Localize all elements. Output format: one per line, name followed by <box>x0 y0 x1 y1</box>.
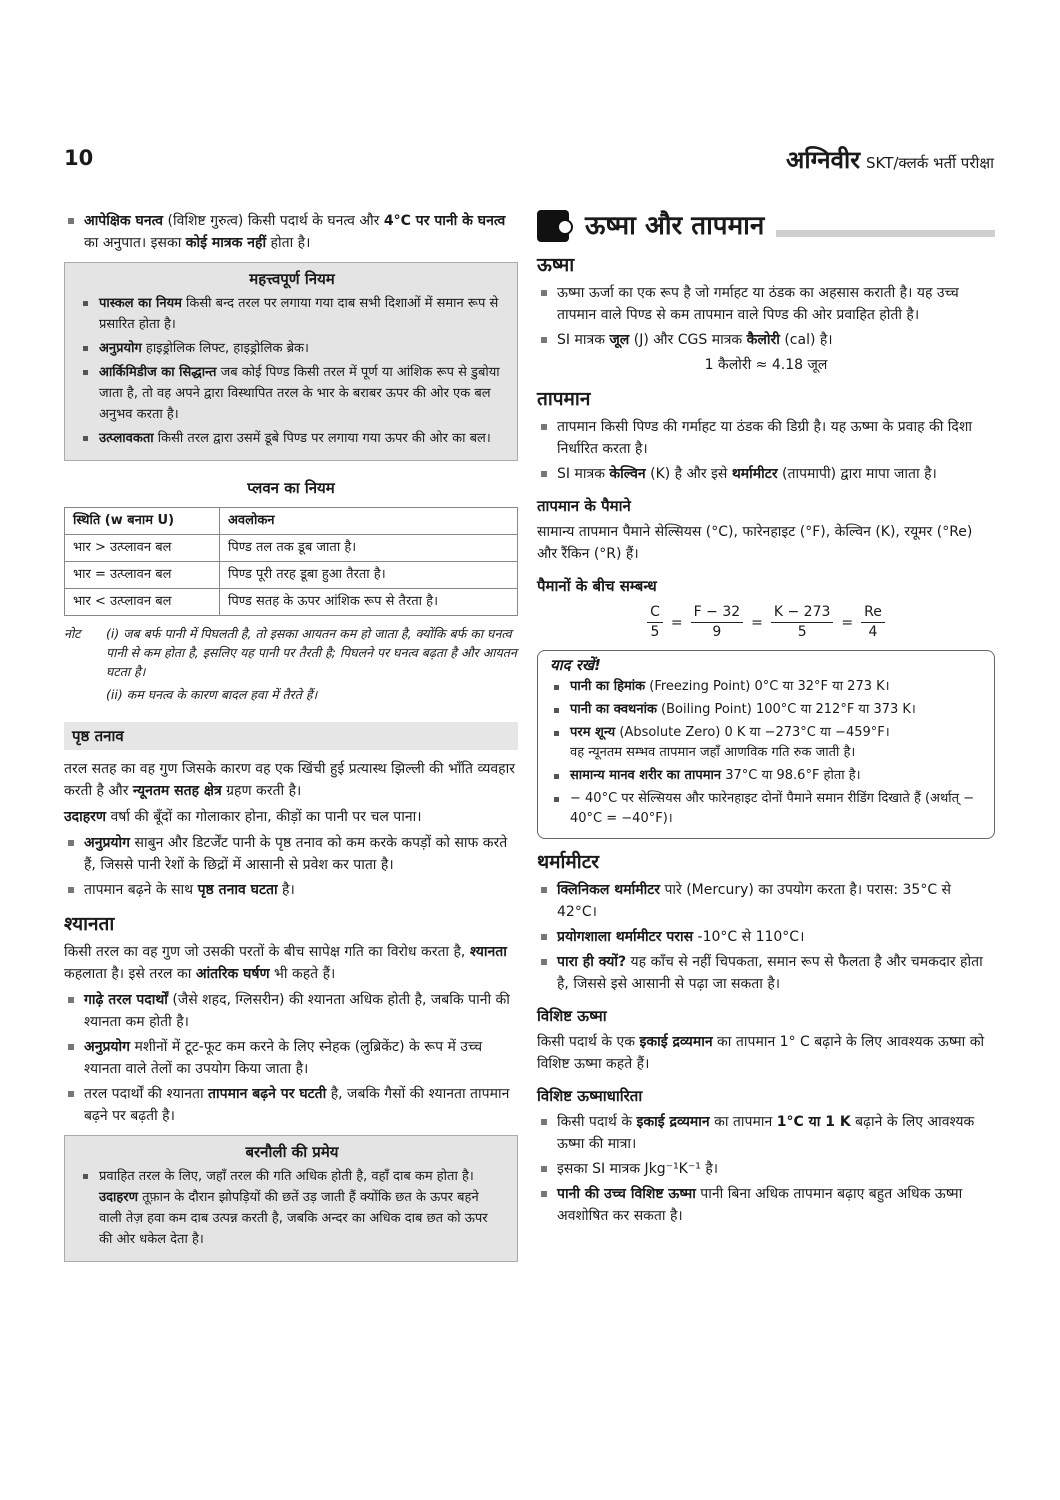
text: तरल सतह का वह गुण जिसके कारण वह एक खिंची हुई प्रत्यास्थ झिल्ली की भाँति व्यवहार करती है और <box>64 761 515 799</box>
rule-item <box>79 338 505 359</box>
equals-sign: = <box>670 614 683 631</box>
specific-heat-heading: विशिष्ट ऊष्मा <box>537 1007 607 1025</box>
denominator: 9 <box>712 624 722 640</box>
flotation-table <box>64 507 518 616</box>
numerator: F − 32 <box>691 603 744 623</box>
text: ग्रहण करती है। <box>221 783 302 799</box>
term: आर्किमिडीज का सिद्धान्त <box>99 365 217 380</box>
remember-box <box>537 650 995 839</box>
viscosity-heading: श्यानता <box>64 913 115 935</box>
density-list <box>64 210 518 254</box>
thermometer-list <box>537 879 995 995</box>
rule-item <box>79 428 505 449</box>
calorie-conversion: 1 कैलोरी ≈ 4.18 जूल <box>704 357 828 373</box>
text: किसी तरल का वह गुण जो उसकी परतों के बीच सापेक्ष गति का विरोध करता है, <box>64 944 470 960</box>
remember-title: याद रखें! <box>550 656 602 674</box>
text: किसी पदार्थ के एक <box>537 1034 640 1050</box>
list-item: इसका SI मात्रक Jkg⁻¹K⁻¹ है। <box>537 1158 995 1180</box>
column-header: अवलोकन <box>219 508 517 535</box>
term: तापमान बढ़ने पर घटती <box>208 1086 327 1102</box>
text: (Boiling Point) 100°C या 212°F या 373 K। <box>656 702 916 717</box>
term: अनुप्रयोग <box>99 341 142 356</box>
text: (Freezing Point) 0°C या 32°F या 273 K। <box>645 679 890 694</box>
heat-heading: ऊष्मा <box>537 254 575 276</box>
list-item <box>64 989 518 1033</box>
term: उत्प्लावकता <box>99 431 154 446</box>
right-column <box>537 210 995 1230</box>
paragraph <box>64 758 518 802</box>
text: वर्षा की बूँदों का गोलाकार होना, कीड़ों का पानी पर चल पाना। <box>106 809 422 825</box>
denominator: 4 <box>868 624 878 640</box>
denominator: 5 <box>650 624 660 640</box>
term: जूल <box>609 332 630 348</box>
running-header <box>786 143 994 176</box>
text: हाइड्रोलिक लिफ्ट, हाइड्रोलिक ब्रेक। <box>141 341 309 356</box>
text: होता है। <box>266 235 311 251</box>
text: -10°C से 110°C। <box>693 929 805 945</box>
paragraph <box>537 1031 995 1075</box>
paragraph: सामान्य तापमान पैमाने सेल्सियस (°C), फारेनहाइट (°F), केल्विन (K), रयूमर (°Re) और रैंकिन (°R) हैं। <box>537 524 973 562</box>
term: गाढ़े तरल पदार्थों <box>84 992 168 1008</box>
term: इकाई द्रव्यमान <box>639 1034 713 1050</box>
temperature-list <box>537 416 995 485</box>
text: का तापमान 1° C बढ़ाने के लिए आवश्यक ऊष्मा को विशिष्ट ऊष्मा कहते हैं। <box>537 1034 985 1072</box>
specific-heat-capacity-heading: विशिष्ट ऊष्माधारिता <box>537 1087 643 1105</box>
term: थर्मामीटर <box>731 466 778 482</box>
text: कहलाता है। इसे तरल का <box>64 966 196 982</box>
term: क्लिनिकल थर्मामीटर <box>557 882 660 898</box>
fraction <box>771 603 834 642</box>
table-row <box>65 535 518 562</box>
fraction <box>861 603 885 642</box>
text: यह काँच से नहीं चिपकता, समान रूप से फैलता है और चमकदार होता है, जिससे इसे आसानी से पढ़ा जा सकता है। <box>557 954 983 992</box>
list-item <box>537 926 995 948</box>
equals-sign: = <box>841 614 854 631</box>
box-title: बरनौली की प्रमेय <box>245 1143 339 1161</box>
relation-heading: पैमानों के बीच सम्बन्ध <box>537 577 657 595</box>
note-block <box>64 624 518 708</box>
text: (K) है और इसे <box>645 466 732 482</box>
section-marker-icon <box>537 210 569 242</box>
text: (विशिष्ट गुरुत्व) किसी पदार्थ के घनत्व और <box>163 213 384 229</box>
numerator: K − 273 <box>771 603 834 623</box>
term: आपेक्षिक घनत्व <box>84 213 164 229</box>
term: कोई मात्रक नहीं <box>185 235 267 251</box>
term: कैलोरी <box>746 332 780 348</box>
text: वह न्यूनतम सम्भव तापमान जहाँ आणविक गति रुक जाती है। <box>570 745 856 760</box>
fraction <box>647 603 663 642</box>
note-item: (ii) कम घनत्व के कारण बादल हवा में तैरते हैं। <box>106 687 318 702</box>
text: है, जबकि गैसों की श्यानता तापमान बढ़ने पर बढ़ती है। <box>84 1086 510 1124</box>
scales-heading: तापमान के पैमाने <box>537 497 631 515</box>
text: तापमान बढ़ने के साथ <box>84 882 198 898</box>
list-item <box>537 1183 995 1227</box>
list-item <box>537 1111 995 1155</box>
list-item <box>64 879 518 901</box>
denominator: 5 <box>797 624 807 640</box>
surface-tension-heading: पृष्ठ तनाव <box>64 722 518 750</box>
list-item: तापमान किसी पिण्ड की गर्माहट या ठंडक की डिग्री है। यह ऊष्मा के प्रवाह की दिशा निर्धारित करता है। <box>537 416 995 460</box>
table-cell: भार = उत्प्लावन बल <box>65 562 220 589</box>
rule-item <box>79 362 505 425</box>
list-item: − 40°C पर सेल्सियस और फारेनहाइट दोनों पैमाने समान रीडिंग दिखाते हैं (अर्थात् − 40°C = −40°F)। <box>550 789 984 829</box>
text: पारे (Mercury) का उपयोग करता है। परास: 35°C से 42°C। <box>557 882 952 920</box>
text: तूफ़ान के दौरान झोपड़ियों की छतें उड़ जाती हैं क्योंकि छत के ऊपर बहने वाली तेज़ हवा कम दाब उत्पन्न करती है, जबकि अन्दर का अधिक दाब छत को ऊपर की ओर धकेल देता है। <box>99 1190 488 1247</box>
term: आंतरिक घर्षण <box>195 966 270 982</box>
list-item <box>64 832 518 876</box>
density-item <box>64 210 518 254</box>
column-header: स्थिति (w बनाम U) <box>65 508 220 535</box>
exam-name: SKT/क्लर्क भर्ती परीक्षा <box>866 154 994 172</box>
text: प्रवाहित तरल के लिए, जहाँ तरल की गति अधिक होती है, वहाँ दाब कम होता है। <box>99 1169 474 1184</box>
text: किसी तरल द्वारा उसमें डूबे पिण्ड पर लगाया गया ऊपर की ओर का बल। <box>153 431 491 446</box>
term: 4°C पर पानी के घनत्व <box>383 213 506 229</box>
specific-heat-capacity-list <box>537 1111 995 1227</box>
term: सामान्य मानव शरीर का तापमान <box>570 768 722 783</box>
term: पास्कल का नियम <box>99 296 182 311</box>
term: परम शून्य <box>570 725 616 740</box>
list-item <box>537 463 995 485</box>
list-item <box>550 723 984 763</box>
text: (cal) है। <box>779 332 833 348</box>
list-item: ऊष्मा ऊर्जा का एक रूप है जो गर्माहट या ठंडक का अहसास कराती है। यह उच्च तापमान वाले पिण्ड से कम तापमान वाले पिण्ड की ओर प्रवाहित होती है। <box>537 282 995 326</box>
text: किसी पदार्थ के <box>557 1114 637 1130</box>
table-cell: भार > उत्प्लावन बल <box>65 535 220 562</box>
section-header <box>537 210 995 242</box>
text: 37°C या 98.6°F होता है। <box>721 768 861 783</box>
page-number: 10 <box>64 146 94 170</box>
equals-sign: = <box>751 614 763 631</box>
text: (जैसे शहद, ग्लिसरीन) की श्यानता अधिक होती है, जबकि पानी की श्यानता कम होती है। <box>84 992 510 1030</box>
text: (Absolute Zero) 0 K या −273°C या −459°F। <box>615 725 890 740</box>
term: केल्विन <box>609 466 646 482</box>
table-cell: पिण्ड तल तक डूब जाता है। <box>219 535 517 562</box>
paragraph <box>64 806 518 828</box>
list-item <box>550 700 984 720</box>
text: जब कोई पिण्ड किसी तरल में पूर्ण या आंशिक रूप से डुबोया जाता है, तो वह अपने द्वारा विस्थापित तरल के भार के बराबर ऊपर की ओर एक बल अनुभव करता है। <box>99 365 500 422</box>
term: अनुप्रयोग <box>84 835 131 851</box>
list-item <box>64 1036 518 1080</box>
term: पानी की उच्च विशिष्ट ऊष्मा <box>557 1186 696 1202</box>
note-items <box>106 624 518 708</box>
term: पृष्ठ तनाव घटता <box>197 882 278 898</box>
text: SI मात्रक <box>557 466 610 482</box>
flotation-title: प्लवन का नियम <box>247 479 335 497</box>
text: मशीनों में टूट-फूट कम करने के लिए स्नेहक (लुब्रिकेंट) के रूप में उच्च श्यानता वाले तेलों का उपयोग किया जाता है। <box>84 1039 483 1077</box>
box-title: महत्त्वपूर्ण नियम <box>249 270 335 288</box>
bernoulli-list <box>79 1166 505 1250</box>
term: इकाई द्रव्यमान <box>636 1114 710 1130</box>
left-column <box>64 210 518 1272</box>
term: श्यानता <box>469 944 507 960</box>
text: साबुन और डिटर्जेंट पानी के पृष्ठ तनाव को कम करके कपड़ों को साफ करते हैं, जिससे पानी रेशों के छिद्रों में आसानी से प्रवेश कर पाता है। <box>84 835 508 873</box>
rule-item <box>79 293 505 335</box>
numerator: C <box>647 603 663 623</box>
section-title: ऊष्मा और तापमान <box>585 211 765 241</box>
remember-list <box>550 677 984 829</box>
term: पारा ही क्यों? <box>557 954 627 970</box>
text: किसी बन्द तरल पर लगाया गया दाब सभी दिशाओं में समान रूप से प्रसारित होता है। <box>99 296 499 332</box>
term: 1°C या 1 K <box>776 1114 851 1130</box>
text: भी कहते हैं। <box>269 966 336 982</box>
surface-tension-list <box>64 832 518 901</box>
term: पानी का हिमांक <box>570 679 646 694</box>
term: पानी का क्वथनांक <box>570 702 657 717</box>
term: उदाहरण <box>99 1190 139 1205</box>
text: पानी बिना अधिक तापमान बढ़ाए बहुत अधिक ऊष्मा अवशोषित कर सकता है। <box>557 1186 963 1224</box>
scale-formula <box>537 603 995 642</box>
list-item <box>537 951 995 995</box>
table-cell: भार < उत्प्लावन बल <box>65 589 220 616</box>
list-item <box>550 766 984 786</box>
text: का तापमान <box>709 1114 777 1130</box>
paragraph <box>64 941 518 985</box>
list-item <box>550 677 984 697</box>
text: है। <box>277 882 295 898</box>
term: अनुप्रयोग <box>84 1039 131 1055</box>
section-rule <box>776 230 995 237</box>
thermometer-heading: थर्मामीटर <box>537 851 600 873</box>
list-item <box>537 329 995 351</box>
table-cell: पिण्ड सतह के ऊपर आंशिक रूप से तैरता है। <box>219 589 517 616</box>
text: (J) और CGS मात्रक <box>629 332 747 348</box>
table-header-row <box>65 508 518 535</box>
text: का अनुपात। इसका <box>84 235 186 251</box>
text: बढ़ाने के लिए आवश्यक ऊष्मा की मात्रा। <box>557 1114 975 1152</box>
viscosity-list <box>64 989 518 1127</box>
temperature-heading: तापमान <box>537 388 591 410</box>
list-item <box>79 1166 505 1250</box>
table-row <box>65 562 518 589</box>
rules-list <box>79 293 505 449</box>
term: प्रयोगशाला थर्मामीटर परास <box>557 929 694 945</box>
brand-title: अग्निवीर <box>786 146 861 174</box>
numerator: Re <box>861 603 885 623</box>
table-cell: पिण्ड पूरी तरह डूबा हुआ तैरता है। <box>219 562 517 589</box>
term: उदाहरण <box>64 809 107 825</box>
heat-list <box>537 282 995 351</box>
text: SI मात्रक <box>557 332 610 348</box>
note-label: नोट <box>64 626 81 641</box>
bernoulli-box <box>64 1135 518 1262</box>
important-rules-box <box>64 262 518 461</box>
fraction <box>691 603 744 642</box>
note-item: (i) जब बर्फ पानी में पिघलती है, तो इसका आयतन कम हो जाता है, क्योंकि बर्फ का घनत्व पानी से कम होता है, इसलिए यह पानी पर तैरती है; पिघलने पर घनत्व बढ़ता है और आयतन घटता है। <box>106 626 517 679</box>
text: तरल पदार्थों की श्यानता <box>84 1086 209 1102</box>
list-item <box>537 879 995 923</box>
text: (तापमापी) द्वारा मापा जाता है। <box>777 466 937 482</box>
term: न्यूनतम सतह क्षेत्र <box>132 783 222 799</box>
table-row <box>65 589 518 616</box>
list-item <box>64 1083 518 1127</box>
